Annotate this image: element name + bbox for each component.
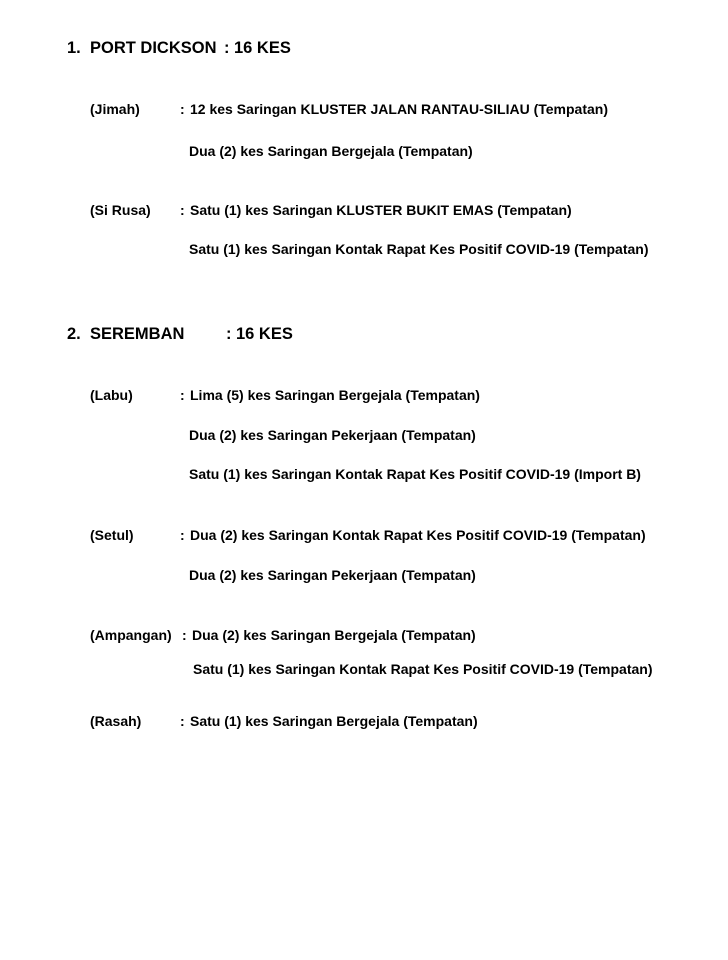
- area-label: (Ampangan): [90, 627, 172, 643]
- case-line: Dua (2) kes Saringan Pekerjaan (Tempatan): [189, 567, 476, 583]
- case-line: Satu (1) kes Saringan Bergejala (Tempatan): [190, 713, 478, 729]
- case-line: Lima (5) kes Saringan Bergejala (Tempatan): [190, 387, 480, 403]
- area-label: (Rasah): [90, 713, 142, 729]
- section-colon: :: [224, 39, 230, 57]
- case-line: Dua (2) kes Saringan Bergejala (Tempatan): [189, 143, 473, 159]
- case-line: Dua (2) kes Saringan Bergejala (Tempatan): [192, 627, 476, 643]
- case-line: Satu (1) kes Saringan Kontak Rapat Kes Positif COVID-19 (Import B): [189, 466, 641, 482]
- area-colon: :: [180, 387, 185, 403]
- area-colon: :: [180, 202, 185, 218]
- area-label: (Si Rusa): [90, 202, 151, 218]
- case-line: Satu (1) kes Saringan Kontak Rapat Kes Positif COVID-19 (Tempatan): [189, 241, 649, 257]
- area-label: (Setul): [90, 527, 134, 543]
- section-number: 2.: [67, 325, 81, 343]
- case-line: 12 kes Saringan KLUSTER JALAN RANTAU-SILIAU (Tempatan): [190, 101, 608, 117]
- section-number: 1.: [67, 39, 81, 57]
- section-count: 16 KES: [236, 325, 293, 343]
- case-line: Dua (2) kes Saringan Pekerjaan (Tempatan): [189, 427, 476, 443]
- area-label: (Jimah): [90, 101, 140, 117]
- section-title: SEREMBAN: [90, 325, 185, 343]
- case-line: Satu (1) kes Saringan KLUSTER BUKIT EMAS (Tempatan): [190, 202, 572, 218]
- area-label: (Labu): [90, 387, 133, 403]
- area-colon: :: [180, 527, 185, 543]
- area-colon: :: [180, 713, 185, 729]
- area-colon: :: [182, 627, 187, 643]
- area-colon: :: [180, 101, 185, 117]
- section-count: 16 KES: [234, 39, 291, 57]
- section-colon: :: [226, 325, 232, 343]
- case-line: Satu (1) kes Saringan Kontak Rapat Kes Positif COVID-19 (Tempatan): [193, 661, 653, 677]
- section-title: PORT DICKSON: [90, 39, 217, 57]
- case-line: Dua (2) kes Saringan Kontak Rapat Kes Positif COVID-19 (Tempatan): [190, 527, 646, 543]
